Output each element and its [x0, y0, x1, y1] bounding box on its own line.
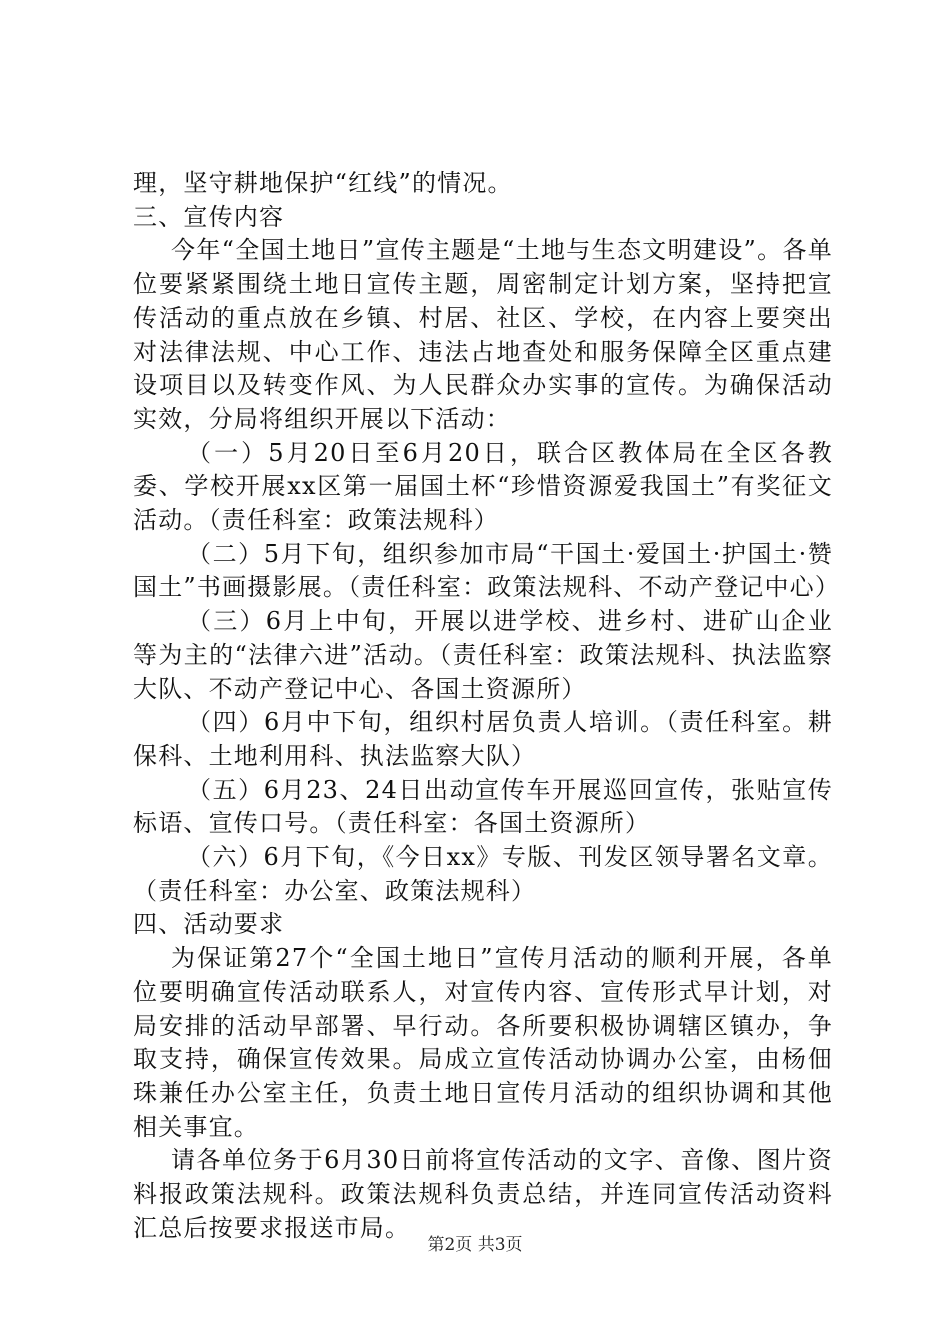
activity-item-1: （一）5月20日至6月20日，联合区教体局在全区各教委、学校开展xx区第一届国土杯“珍惜资源爱我国土”有奖征文活动。（责任科室：政策法规科） [133, 438, 833, 535]
activity-item-5: （五）6月23、24日出动宣传车开展巡回宣传，张贴宣传标语、宣传口号。（责任科室：各国土资源所） [133, 775, 833, 838]
activity-item-2: （二）5月下旬，组织参加市局“干国土·爱国土·护国土·赞国土”书画摄影展。（责任科室：政策法规科、不动产登记中心） [133, 539, 841, 602]
page-footer: 第2页 共3页 [427, 1235, 523, 1255]
activity-item-6: （六）6月下旬，《今日xx》专版、刊发区领导署名文章。（责任科室：办公室、政策法规科） [133, 843, 833, 905]
activity-item-3: （三）6月上中旬，开展以进学校、进乡村、进矿山企业等为主的“法律六进”活动。（责任科室：政策法规科、执法监察大队、不动产登记中心、各国土资源所） [133, 607, 833, 703]
section-heading-requirements: 四、活动要求 [133, 910, 285, 939]
paragraph-continuation: 理，坚守耕地保护“红线”的情况。 [133, 169, 513, 197]
section-heading-publicity-content: 三、宣传内容 [133, 202, 285, 231]
paragraph-theme: 今年“全国土地日”宣传主题是“土地与生态文明建设”。各单位要紧紧围绕土地日宣传主题，周密制定计划方案，坚持把宣传活动的重点放在乡镇、村居、社区、学校，在内容上要突出对法律法规、中心工作、违法占地查处和服务保障全区重点建设项目以及转变作风、为人民群众办实事的宣传。为确保活动实效，分局将组织开展以下活动： [133, 236, 833, 433]
activity-item-4: （四）6月中下旬，组织村居负责人培训。（责任科室。耕保科、土地利用科、执法监察大队） [133, 708, 833, 770]
document-body [133, 167, 841, 1246]
paragraph-requirements: 为保证第27个“全国土地日”宣传月活动的顺利开展，各单位要明确宣传活动联系人，对宣传内容、宣传形式早计划，对局安排的活动早部署、早行动。各所要积极协调辖区镇办，争取支持，确保宣传效果。局成立宣传活动协调办公室，由杨佃珠兼任办公室主任，负责土地日宣传月活动的组织协调和其他相关事宜。 [133, 944, 833, 1141]
paragraph-submission: 请各单位务于6月30日前将宣传活动的文字、音像、图片资料报政策法规科。政策法规科负责总结，并连同宣传活动资料汇总后按要求报送市局。 [133, 1146, 833, 1242]
